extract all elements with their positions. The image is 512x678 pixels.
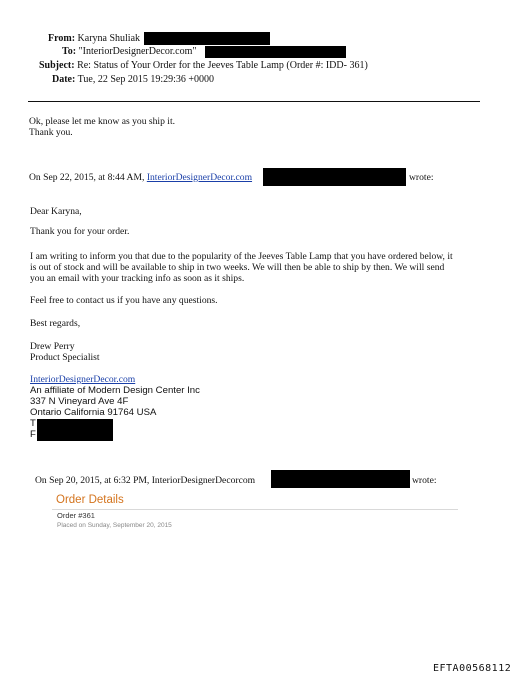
from-line: [48, 33, 140, 45]
contact-line: Feel free to contact us if you have any questions.: [30, 295, 218, 306]
regards-line: Best regards,: [30, 318, 81, 329]
redaction-block: [205, 46, 346, 58]
signature-name: Drew Perry: [30, 341, 75, 352]
subject-label: Subject:: [39, 60, 75, 71]
to-label: To:: [62, 46, 77, 57]
greeting: Dear Karyna,: [30, 206, 82, 217]
to-line: [62, 46, 196, 58]
order-details-title: Order Details: [56, 494, 124, 506]
order-details-divider: [52, 509, 458, 510]
subject-value: Re: Status of Your Order for the Jeeves Table Lamp (Order #: IDD- 361): [77, 60, 368, 71]
subject-line: [39, 60, 368, 72]
date-value: Tue, 22 Sep 2015 19:29:36 +0000: [77, 74, 215, 85]
signature-affiliate: An affiliate of Modern Design Center Inc: [30, 385, 200, 396]
signature-title: Product Specialist: [30, 352, 100, 363]
message-paragraph-line-1: I am writing to inform you that due to the popularity of the Jeeves Table Lamp that you have ordered below, it: [30, 251, 453, 262]
date-line: [52, 74, 214, 86]
redaction-block: [37, 419, 113, 441]
signature-fax-label: F: [30, 429, 36, 440]
quote2-wrote: wrote:: [412, 475, 437, 486]
signature-address-1: 337 N Vineyard Ave 4F: [30, 396, 129, 407]
message-paragraph-line-2: is out of stock and will be available to ship in two weeks. We will then be able to ship by then. We will send: [30, 262, 445, 273]
signature-address-2: Ontario California 91764 USA: [30, 407, 157, 418]
redaction-block: [263, 168, 406, 186]
header-divider: [28, 101, 480, 102]
to-value: "InteriorDesignerDecor.com": [78, 46, 197, 57]
signature-link[interactable]: InteriorDesignerDecor.com: [30, 374, 136, 385]
reply-line-2: Thank you.: [29, 127, 73, 138]
order-placed-date: Placed on Sunday, September 20, 2015: [57, 522, 172, 529]
from-label: From:: [48, 33, 76, 44]
signature-phone-label: T: [30, 418, 36, 429]
message-paragraph-line-3: you an email with your tracking info as soon as it ships.: [30, 273, 245, 284]
quote2-attribution: On Sep 20, 2015, at 6:32 PM, InteriorDesignerDecorcom: [35, 475, 256, 486]
quote1-attribution: [29, 172, 252, 183]
order-number: Order #361: [57, 511, 95, 520]
quote1-sender-link[interactable]: InteriorDesignerDecor.com: [146, 172, 253, 183]
quote1-wrote: wrote:: [409, 172, 434, 183]
date-label: Date:: [52, 74, 76, 85]
redaction-block: [144, 32, 270, 45]
from-value: Karyna Shuliak: [77, 33, 141, 44]
redaction-block: [271, 470, 410, 488]
thanks-line: Thank you for your order.: [30, 226, 130, 237]
reply-line-1: Ok, please let me know as you ship it.: [29, 116, 176, 127]
document-id: EFTA00568112: [433, 663, 512, 674]
quote1-prefix: On Sep 22, 2015, at 8:44 AM,: [29, 172, 145, 183]
